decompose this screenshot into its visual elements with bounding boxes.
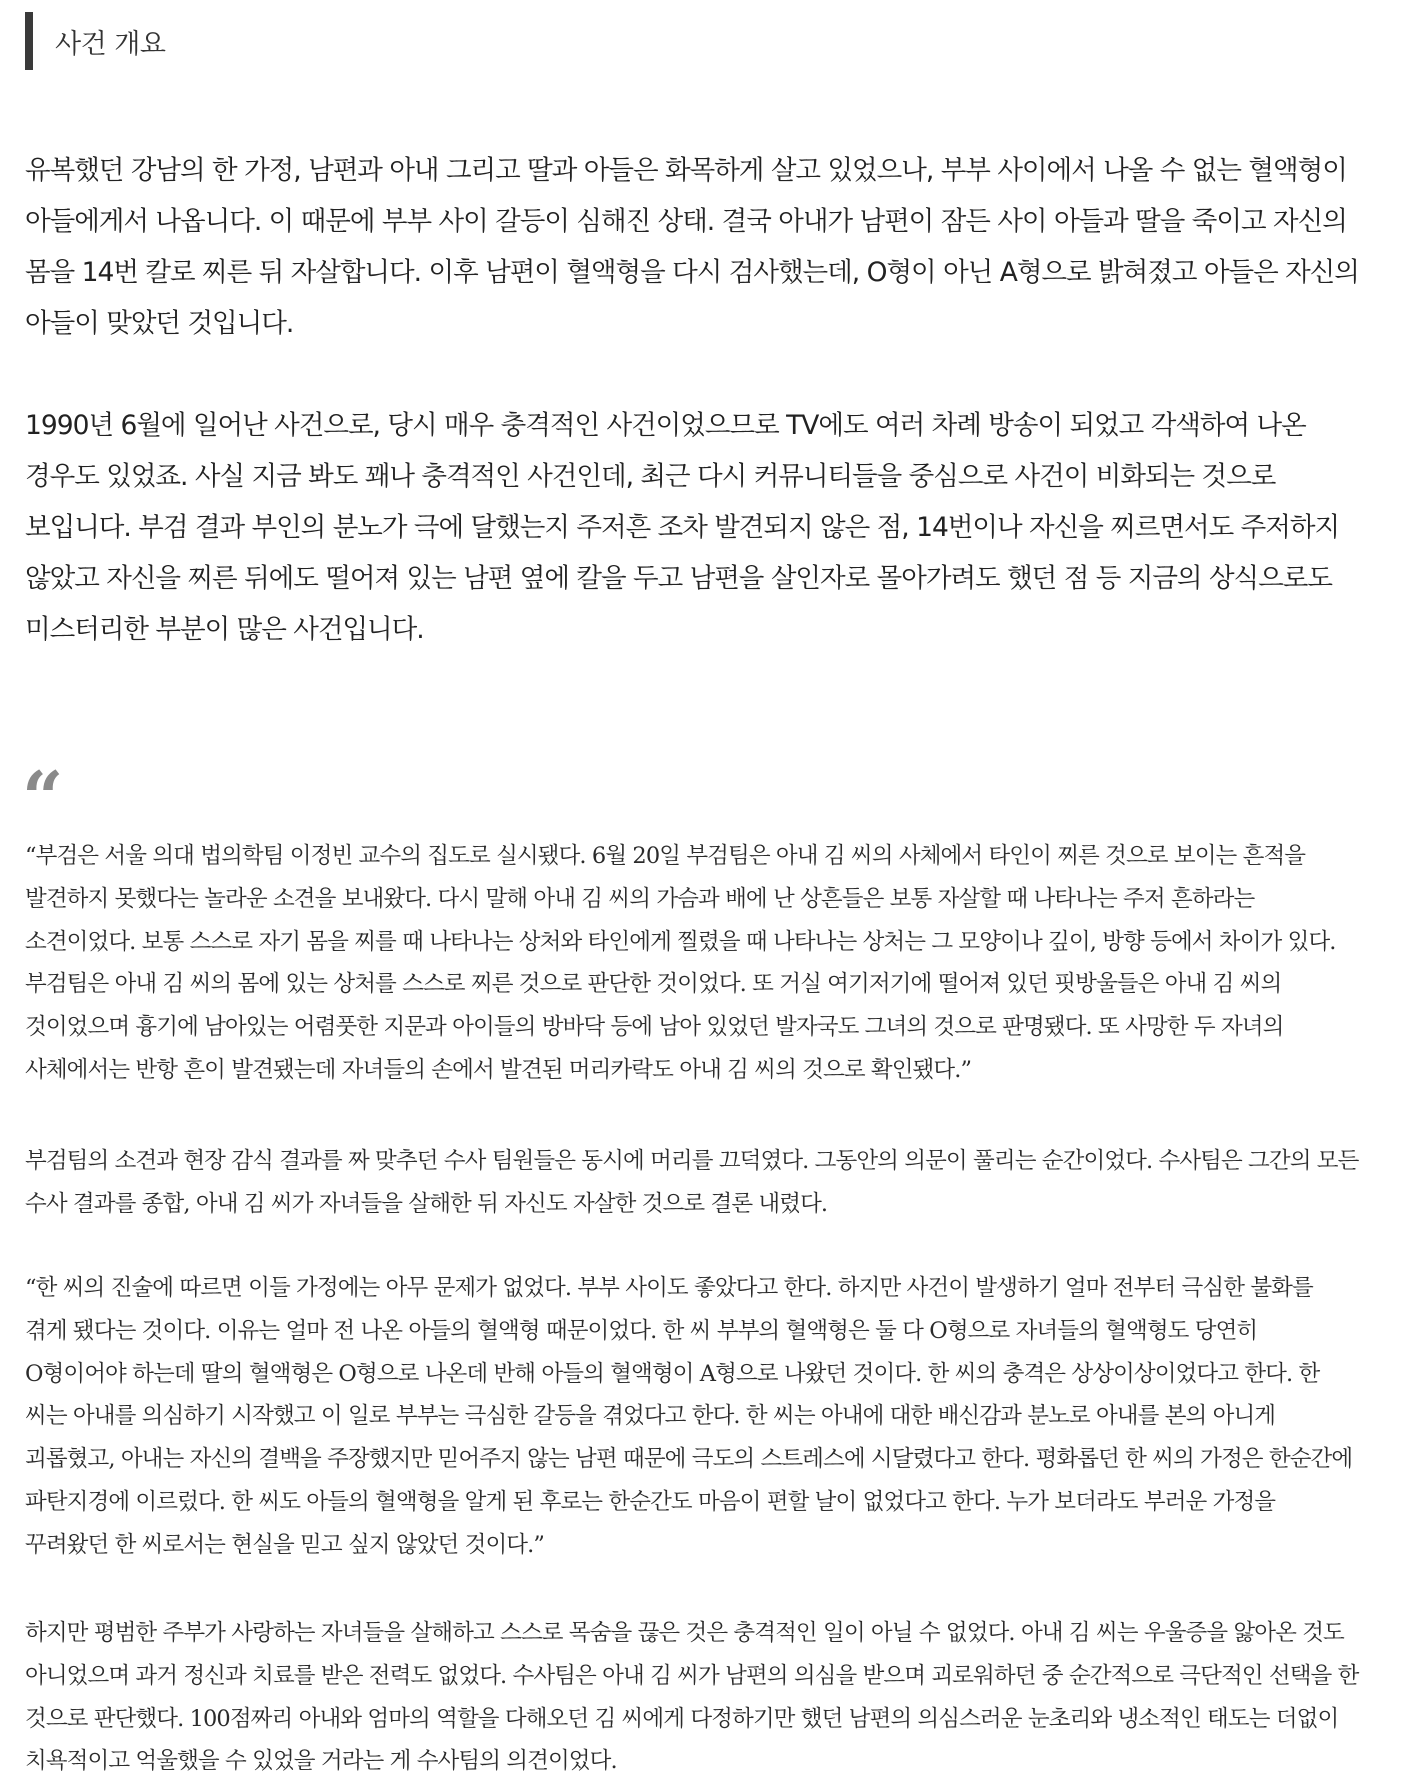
quote-mark-glyph: “ — [22, 755, 64, 840]
quote-paragraph-1: “부검은 서울 의대 법의학팀 이정빈 교수의 집도로 실시됐다. 6월 20일 부검팀은 아내 김 씨의 사체에서 타인이 찌른 것으로 보이는 흔적을 발견하지 못했다는 놀라운 소견을 보내왔다. 다시 말해 아내 김 씨의 가슴과 배에 난 상흔들은 보통 자살할 때 나타나는 주저 흔하라는 소견이었다. 보통 스스로 자기 몸을 찌를 때 나타나는 상처와 타인에게 찔렸을 때 나타나는 상처는 그 모양이나 깊이, 방향 등에서 차이가 있다. 부검팀은 아내 김 씨의 몸에 있는 상처를 스스로 찌른 것으로 판단한 것이었다. 또 거실 여기저기에 떨어져 있던 핏방울들은 아내 김 씨의 것이었으며 흉기에 남아있는 어렴풋한 지문과 아이들의 방바닥 등에 남아 있었던 발자국도 그녀의 것으로 판명됐다. 또 사망한 두 자녀의 사체에서는 반항 흔이 발견됐는데 자녀들의 손에서 발견된 머리카락도 아내 김 씨의 것으로 확인됐다.” — [25, 843, 1336, 1083]
heading-bar — [25, 12, 33, 70]
quote-open-icon — [22, 755, 64, 840]
lead-paragraph-1: 유복했던 강남의 한 가정, 남편과 아내 그리고 딸과 아들은 화목하게 살고 있었으나, 부부 사이에서 나올 수 없는 혈액형이 아들에게서 나옵니다. 이 때문에 부부 사이 갈등이 심해진 상태. 결국 아내가 남편이 잠든 사이 아들과 딸을 죽이고 자신의 몸을 14번 칼로 찌른 뒤 자살합니다. 이후 남편이 혈액형을 다시 검사했는데, O형이 아닌 A형으로 밝혀졌고 아들은 자신의 아들이 맞았던 것입니다. — [25, 155, 1359, 339]
section-title: 사건 개요 — [55, 28, 166, 60]
quote-paragraph-4: 하지만 평범한 주부가 사랑하는 자녀들을 살해하고 스스로 목숨을 끊은 것은 충격적인 일이 아닐 수 없었다. 아내 김 씨는 우울증을 앓아온 것도 아니었으며 과거 정신과 치료를 받은 전력도 없었다. 수사팀은 아내 김 씨가 남편의 의심을 받으며 괴로워하던 중 순간적으로 극단적인 선택을 한 것으로 판단했다. 100점짜리 아내와 엄마의 역할을 다해오던 김 씨에게 다정하기만 했던 남편의 의심스러운 눈초리와 냉소적인 태도는 더없이 치욕적이고 억울했을 수 있었을 거라는 게 수사팀의 의견이었다. — [25, 1620, 1359, 1775]
section-heading — [25, 12, 165, 70]
quote-paragraph-3: “한 씨의 진술에 따르면 이들 가정에는 아무 문제가 없었다. 부부 사이도 좋았다고 한다. 하지만 사건이 발생하기 얼마 전부터 극심한 불화를 겪게 됐다는 것이다. 이유는 얼마 전 나온 아들의 혈액형 때문이었다. 한 씨 부부의 혈액형은 둘 다 O형으로 자녀들의 혈액형도 당연히 O형이어야 하는데 딸의 혈액형은 O형으로 나온데 반해 아들의 혈액형이 A형으로 나왔던 것이다. 한 씨의 충격은 상상이상이었다고 한다. 한 씨는 아내를 의심하기 시작했고 이 일로 부부는 극심한 갈등을 겪었다고 한다. 한 씨는 아내에 대한 배신감과 분노로 아내를 본의 아니게 괴롭혔고, 아내는 자신의 결백을 주장했지만 믿어주지 않는 남편 때문에 극도의 스트레스에 시달렸다고 한다. 평화롭던 한 씨의 가정은 한순간에 파탄지경에 이르렀다. 한 씨도 아들의 혈액형을 알게 된 후로는 한순간도 마음이 편할 날이 없었다고 한다. 누가 보더라도 부러운 가정을 꾸려왔던 한 씨로서는 현실을 믿고 싶지 않았던 것이다.” — [25, 1275, 1353, 1558]
lead-paragraph-2: 1990년 6월에 일어난 사건으로, 당시 매우 충격적인 사건이었으므로 TV에도 여러 차례 방송이 되었고 각색하여 나온 경우도 있었죠. 사실 지금 봐도 꽤나 충격적인 사건인데, 최근 다시 커뮤니티들을 중심으로 사건이 비화되는 것으로 보입니다. 부검 결과 부인의 분노가 극에 달했는지 주저흔 조차 발견되지 않은 점, 14번이나 자신을 찌르면서도 주저하지 않았고 자신을 찌른 뒤에도 떨어져 있는 남편 옆에 칼을 두고 남편을 살인자로 몰아가려도 했던 점 등 지금의 상식으로도 미스터리한 부분이 많은 사건입니다. — [25, 410, 1340, 645]
quote-paragraph-2: 부검팀의 소견과 현장 감식 결과를 짜 맞추던 수사 팀원들은 동시에 머리를 끄덕였다. 그동안의 의문이 풀리는 순간이었다. 수사팀은 그간의 모든 수사 결과를 종합, 아내 김 씨가 자녀들을 살해한 뒤 자신도 자살한 것으로 결론 내렸다. — [25, 1148, 1359, 1217]
